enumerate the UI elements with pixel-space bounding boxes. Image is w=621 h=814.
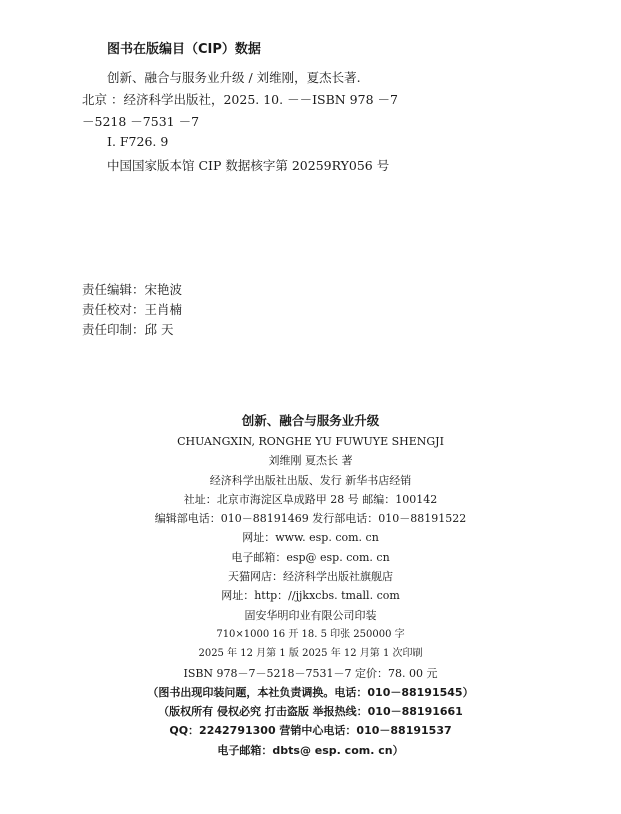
- tmall-url: 网址：http：//jjkxcbs. tmall. com: [221, 589, 400, 603]
- cip-classification: Ⅰ. F726. 9: [107, 134, 169, 149]
- contact-email: 电子邮箱：dbts@ esp. com. cn）: [217, 743, 404, 757]
- responsible-proofreader: 责任校对：王肖楠: [82, 302, 183, 317]
- responsible-printing: 责任印制：邱 天: [82, 322, 174, 337]
- copyright-notice: （版权所有 侵权必究 打击盗版 举报热线：010－88191661: [158, 705, 463, 719]
- book-format: 710×1000 16 开 18. 5 印张 250000 字: [216, 628, 405, 640]
- print-issue-notice: （图书出现印装问题，本社负责调换。电话：010－88191545）: [147, 685, 474, 699]
- printer: 固安华明印业有限公司印装: [244, 608, 377, 622]
- book-title: 创新、融合与服务业升级: [241, 413, 380, 428]
- cip-record-number: 中国国家版本馆 CIP 数据核字第 20259RY056 号: [107, 158, 390, 173]
- publisher-website: 网址：www. esp. com. cn: [242, 531, 379, 545]
- authors: 刘维刚 夏杰长 著: [268, 454, 353, 468]
- book-title-pinyin: CHUANGXIN, RONGHE YU FUWUYE SHENGJI: [177, 435, 444, 448]
- cip-publisher-line: 北京 ：经济科学出版社，2025. 10. －－ISBN 978 －7: [82, 92, 398, 107]
- edition-info: 2025 年 12 月第 1 版 2025 年 12 月第 1 次印刷: [198, 648, 423, 660]
- publisher-email: 电子邮箱：esp@ esp. com. cn: [231, 550, 390, 564]
- colophon: [0, 410, 621, 760]
- publisher-line: 经济科学出版社出版、发行 新华书店经销: [209, 473, 412, 487]
- isbn-price: ISBN 978－7－5218－7531－7 定价：78. 00 元: [183, 666, 438, 680]
- cip-title-line: 创新、融合与服务业升级 / 刘维刚，夏杰长著.: [107, 70, 361, 85]
- publisher-phones: 编辑部电话：010－88191469 发行部电话：010－88191522: [154, 512, 467, 526]
- publisher-address: 社址：北京市海淀区阜成路甲 28 号 邮编：100142: [183, 492, 438, 506]
- cip-isbn-continuation: －5218 －7531 －7: [82, 114, 200, 129]
- editorial-staff: [82, 280, 182, 340]
- contact-qq: QQ：2242791300 营销中心电话：010－88191537: [169, 724, 452, 738]
- responsible-editor: 责任编辑：宋艳波: [82, 282, 183, 297]
- tmall-store: 天猫网店：经济科学出版社旗舰店: [228, 570, 393, 584]
- cip-heading: 图书在版编目（CIP）数据: [107, 42, 261, 57]
